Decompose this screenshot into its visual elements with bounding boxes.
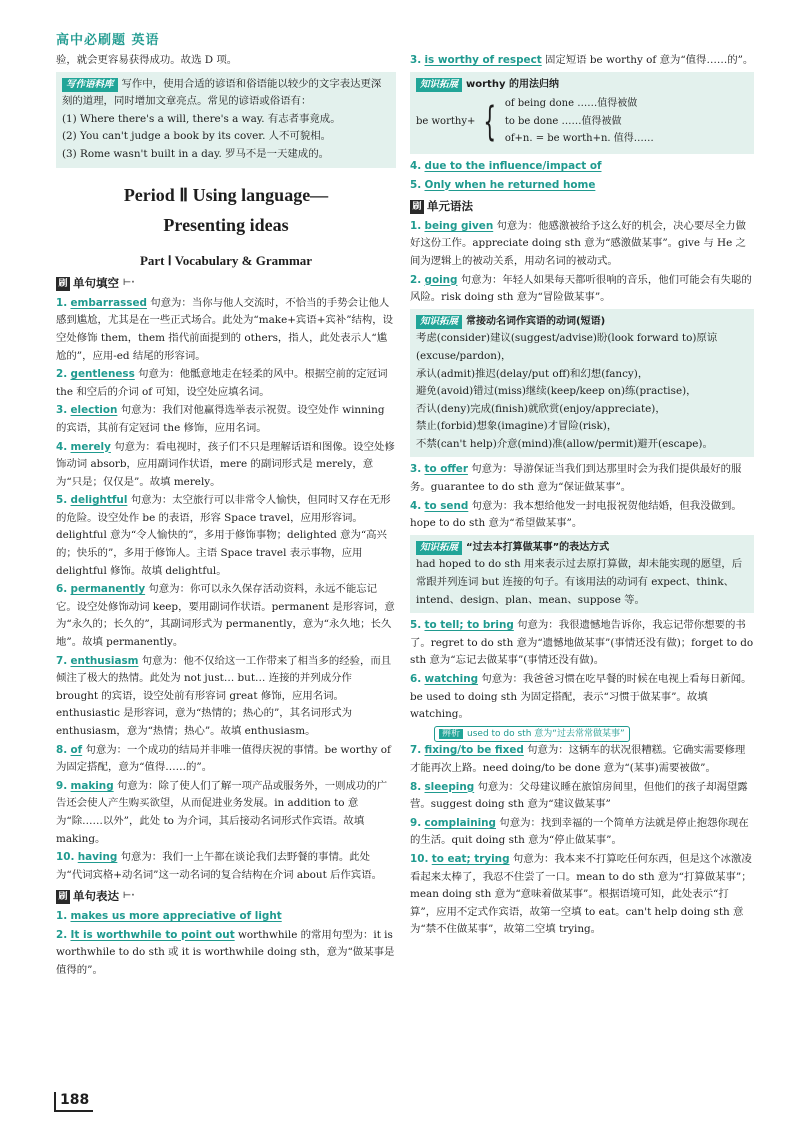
item-answer: having	[77, 851, 118, 864]
answer-item: 5. Only when he returned home	[410, 178, 596, 191]
item-answer: making	[70, 779, 114, 792]
item-number: 1.	[56, 296, 68, 309]
section-heading: 刷 单句表达 ⊢·	[56, 888, 396, 906]
worthy-formula: be worthy+ { of being done ……值得被做 to be done ……值得被做 of+n. = be worth+n. 值得……	[416, 98, 654, 145]
answer-item	[56, 908, 396, 926]
grammar-item: 1. being given 句意为：他感激被给予这么好的机会，决心要尽全力做好这份工作。appreciate doing sth 意为“感激做某事”。give 与 He 之间为逻辑上的被动关系，用动名词的被动式。	[410, 219, 746, 267]
section-heading: 刷 单元语法	[410, 198, 754, 216]
item-answer: delightful	[70, 494, 128, 507]
answer-item	[56, 402, 396, 437]
answer-item	[56, 581, 396, 651]
item-explanation: 句意为：他不仅给这一工作带来了相当多的经验，而且倾注了极大的热情。此处为 not just… but… 连接的并列成分作 brought 的宾语，设空处前有形容词 great 修饰，应用名词。enthusiastic 是形容词，意为“热情的；热心的”，其名词形式为 enthusiasm，意为“热情；热心”。故填 enthusiasm。	[56, 654, 392, 737]
answer-item	[56, 742, 396, 777]
answer-item: 3. is worthy of respect 固定短语 be worthy of 意为“值得……的”。	[410, 54, 754, 66]
answer-item	[56, 366, 396, 401]
knowledge-box-past-intent: 知识拓展 “过去本打算做某事”的表达方式 had hoped to do sth 用来表示过去原打算做，却未能实现的愿望，后常跟并列连词 but 连接的句子。有该用法的动词有 expect、think、intend、design、plan、mean、suppose 等。	[410, 535, 754, 613]
answer-item	[56, 295, 396, 365]
knowledge-box-worthy: 知识拓展 worthy 的用法归纳 be worthy+ { of being done ……值得被做 to be done ……值得被做 of+n. = be worth+n. 值得……	[410, 72, 754, 154]
item-answer: of	[70, 743, 83, 756]
item-explanation: 句意为：他骶意地走在轻柔的风中。根据空前的定冠词 the 和空后的介词 of 可知，设空处应填名词。	[56, 368, 388, 398]
answer-item: 4. due to the influence/impact of	[410, 159, 602, 172]
item-number: 6.	[56, 583, 68, 596]
answer-item	[56, 927, 396, 980]
item-answer: It is worthwhile to point out	[70, 928, 235, 941]
grammar-item: 6. watching 句意为：我爸爸习惯在吃早餐的时候在电视上看每日新闻。be used to doing sth 为固定搭配，表示“习惯于做某事”。故填 watching。	[410, 673, 752, 721]
answer-item	[56, 849, 396, 884]
section-heading: 刷 单句填空 ⊢·	[56, 275, 396, 293]
item-number: 9.	[56, 779, 68, 792]
item-explanation: 句意为：我们对他赢得选举表示祝贺。设空处作 winning 的宾语，其前有定冠词 the 修饰，应用名词。	[56, 404, 385, 434]
item-explanation: 句意为：太空旅行可以非常令人愉快，但同时又存在无形的危险。设空处作 be 的表语，形容 Space travel，应用形容词。delightful 意为“令人愉快的”，多用于修饰事物；delighted 意为“高兴的；快乐的”，多用于修饰人。主语 Space travel 表示事物，应用 delightful 修饰。故填 delightful。	[56, 494, 391, 577]
item-answer: election	[70, 404, 118, 417]
item-answer: makes us more appreciative of light	[70, 909, 282, 922]
period-title: Period Ⅱ Using language— Presenting ideas	[123, 184, 329, 235]
item-number: 2.	[56, 928, 68, 941]
fill-in-items	[56, 295, 396, 885]
item-answer: enthusiasm	[70, 654, 139, 667]
answer-item	[56, 439, 396, 492]
page-header: 高中必刷题 英语	[56, 33, 160, 48]
item-number: 8.	[56, 743, 68, 756]
intro-line: 验，就会更容易获得成功。故选 D 项。	[56, 54, 238, 66]
left-column	[56, 0, 396, 980]
item-number: 10.	[56, 851, 75, 864]
grammar-item: 10. to eat; trying 句意为：我本来不打算吃任何东西，但是这个冰激凌看起来太棒了，我忍不住尝了一口。mean to do sth 意为“打算做某事”；mean doing sth 意为“意味着做某事”。根据语境可知，此处表示“打算”，应用不定式作宾语，故第一空填 to eat。can't help doing sth 意为“禁不住做某事”，故第二空填 trying。	[410, 852, 752, 936]
item-number: 1.	[56, 909, 68, 922]
proverb-line: (2) You can't judge a book by its cover. 人不可貌相。	[62, 130, 332, 143]
item-number: 7.	[56, 654, 68, 667]
grammar-item: 4. to send 句意为：我本想给他发一封电报祝贺他结婚，但我没做到。hope to do sth 意为“希望做某事”。	[410, 499, 742, 530]
grammar-item: 7. fixing/to be fixed 句意为：这辆车的状况很糟糕。它确实需要修理才能再次上路。need doing/to be done 意为“(某事)需要被做”。	[410, 744, 746, 774]
item-answer: gentleness	[70, 368, 135, 381]
item-explanation: 句意为：你可以永久保存活动资料，永远不能忘记它。设空处修饰动词 keep，要用副词作状语。permanent 是形容词，意为“永久的；长久的”，其副词形式为 permanently，意为“永久地；长久地”。故填 permanently。	[56, 583, 395, 649]
writing-corpus-text: 写作中，使用合适的谚语和俗语能以较少的文字表达更深刻的道理，同时增加文章亮点。常见的谚语或俗语有：	[62, 77, 382, 108]
item-explanation: 句意为：除了使人们了解一项产品或服务外，一则成功的广告还会使人产生购买欲望，从而促进业务发展。in addition to 意为“除……以外”，此处 to 为介词，其后接动名词形式作宾语。故填 making。	[56, 779, 388, 845]
writing-corpus-box	[56, 72, 396, 168]
item-number: 3.	[56, 404, 68, 417]
grammar-item: 8. sleeping 句意为：父母建议睡在旅馆房间里，但他们的孩子却渴望露营。suggest doing sth 意为“建议做某事”	[410, 780, 748, 811]
item-number: 2.	[56, 368, 68, 381]
item-number: 4.	[56, 440, 68, 453]
item-explanation: 句意为：看电视时，孩子们不只是理解话语和图像。设空处修饰动词 absorb，应用副词作状语，mere 的副词形式是 merely，意为“只是；仅仅是”。故填 merely。	[56, 440, 395, 488]
item-explanation: 句意为：当你与他人交流时，不恰当的手势会让他人感到尴尬，尤其是在一些正式场合。此处为“make+宾语+宾补”结构，设空处修饰 them，them 指代前面提到的 others，指人，此处表示人“尴尬的”，应用-ed 结尾的形容词。	[56, 296, 394, 362]
expression-items	[56, 908, 396, 979]
proverb-line: (3) Rome wasn't built in a day. 罗马不是一天建成的。	[62, 147, 329, 160]
knowledge-box-gerund: 知识拓展 常接动名词作宾语的动词(短语) 考虑(consider)建议(suggest/advise)盼(look forward to)原谅(excuse/pardon)， 承认(admit)推迟(delay/put off)和幻想(fancy)， 避免(avoid)错过(miss)继续(keep/keep on)练(practise)， 否认(deny)完成(finish)就欣赏(enjoy/appreciate)， 禁止(forbid)想象(imagine)才冒险(risk)， 不禁(can't help)介意(mind)准(allow/permit)避开(escape)。	[410, 309, 754, 458]
item-explanation: worthwhile 的常用句型为：it is worthwhile to do sth 或 it is worthwhile doing sth，意为“做某事是值得的”。	[56, 928, 395, 976]
answer-item	[56, 778, 396, 848]
item-explanation: 句意为：一个成功的结局并非唯一值得庆祝的事情。be worthy of 为固定搭配，意为“值得……的”。	[56, 743, 391, 774]
answer-item	[56, 653, 396, 741]
item-answer: embarrassed	[70, 296, 147, 309]
page-number: 188	[54, 1092, 93, 1112]
grammar-item: 3. to offer 句意为：导游保证当我们到达那里时会为我们提供最好的服务。guarantee to do sth 意为“保证做某事”。	[410, 463, 742, 494]
item-explanation: 句意为：我们一上午都在谈论我们去野餐的事情。此处为“代词宾格+动名词”这一动名词的复合结构在介词 about 后作宾语。	[56, 851, 383, 881]
grammar-item: 5. to tell; to bring 句意为：我很遗憾地告诉你，我忘记带你想要的书了。regret to do sth 意为“遗憾地做某事”(事情还没有做)；forget to do sth 意为“忘记去做某事”(事情还没有做)。	[410, 619, 754, 667]
answer-item	[56, 492, 396, 580]
grammar-item: 9. complaining 句意为：找到幸福的一个简单方法就是停止抱怨你现在的生活。quit doing sth 意为“停止做某事”。	[410, 816, 749, 847]
writing-corpus-tag: 写作语料库	[62, 78, 118, 92]
part-title: Part Ⅰ Vocabulary & Grammar	[139, 252, 313, 268]
grammar-item: 2. going 句意为：年轻人如果每天都听很响的音乐，他们可能会有失聪的风险。risk doing sth 意为“冒险做某事”。	[410, 273, 752, 304]
proverb-line: (1) Where there's a will, there's a way. 有志者事竟成。	[62, 112, 341, 125]
item-answer: permanently	[70, 583, 146, 596]
distinction-note: 辨析 used to do sth 意为“过去常常做某事”	[410, 725, 754, 743]
item-number: 5.	[56, 494, 68, 507]
item-answer: merely	[70, 440, 111, 453]
right-column	[410, 0, 754, 940]
